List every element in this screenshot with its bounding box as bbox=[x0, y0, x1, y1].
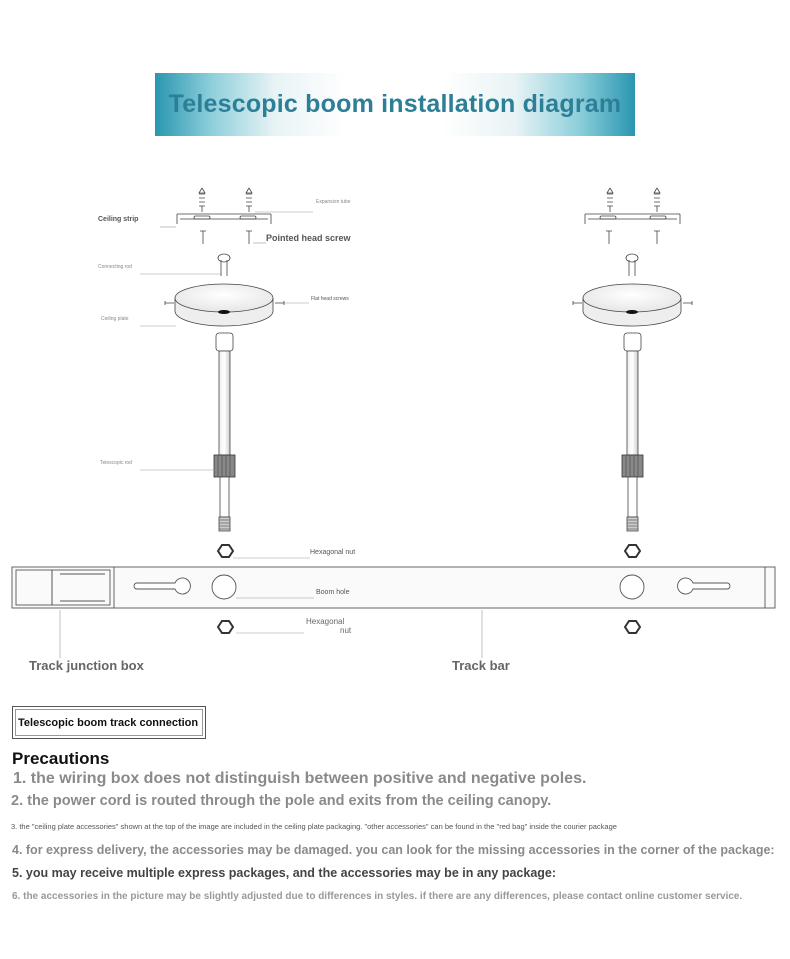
precaution-item: 1. the wiring box does not distinguish between positive and negative poles. bbox=[13, 770, 587, 787]
precaution-item: 3. the "ceiling plate accessories" shown at the top of the image are included in the ceiling plate packaging. "other accessories" can be found in the "red bag" inside the courier package bbox=[11, 822, 617, 831]
ceiling-plate-icon bbox=[165, 284, 284, 326]
flat-head-screws-label: Flat head screws bbox=[311, 296, 349, 302]
precaution-item: 5. you may receive multiple express packages, and the accessories may be in any package: bbox=[12, 866, 557, 880]
connecting-rod-icon bbox=[218, 254, 230, 276]
track-connection-caption-box bbox=[12, 706, 206, 739]
telescopic-rod-label: Telescopic rod bbox=[100, 460, 132, 466]
track-bar-icon bbox=[12, 567, 775, 608]
track-bar-label: Track bar bbox=[452, 658, 510, 673]
hexagonal-nut-icon bbox=[218, 545, 233, 557]
pointed-head-screw-icon bbox=[200, 231, 252, 244]
hexagonal-nut-bottom-label-1: Hexagonal bbox=[306, 617, 345, 626]
left-assembly bbox=[165, 188, 284, 633]
precautions-title: Precautions bbox=[12, 749, 110, 768]
boom-hole-label: Boom hole bbox=[316, 589, 350, 596]
ceiling-strip-icon bbox=[177, 214, 271, 224]
precaution-item: 4. for express delivery, the accessories may be damaged. you can look for the missing accessories in the corner of the package: bbox=[12, 843, 775, 857]
hexagonal-nut-icon bbox=[218, 621, 233, 633]
ceiling-plate-label: Ceiling plate bbox=[101, 316, 129, 322]
connecting-rod-label: Connecting rod bbox=[98, 264, 132, 270]
hexagonal-nut-bottom-label-2: nut bbox=[340, 626, 352, 635]
precaution-item: 6. the accessories in the picture may be slightly adjusted due to differences in styles. if there are any differences, please contact online customer service. bbox=[12, 891, 743, 902]
right-assembly bbox=[573, 188, 692, 633]
precaution-item: 2. the power cord is routed through the pole and exits from the ceiling canopy. bbox=[11, 793, 552, 809]
expansion-tube-icon bbox=[199, 188, 252, 212]
telescopic-rod-icon bbox=[214, 333, 235, 531]
track-junction-box-label: Track junction box bbox=[29, 658, 144, 673]
diagram-title: Telescopic boom installation diagram bbox=[168, 90, 622, 118]
expansion-tube-label: Expansion tube bbox=[316, 199, 351, 205]
ceiling-strip-label: Ceiling strip bbox=[98, 216, 139, 223]
track-connection-caption: Telescopic boom track connection bbox=[18, 717, 199, 729]
pointed-head-screw-label: Pointed head screw bbox=[266, 233, 351, 243]
hexagonal-nut-top-label: Hexagonal nut bbox=[310, 549, 356, 556]
